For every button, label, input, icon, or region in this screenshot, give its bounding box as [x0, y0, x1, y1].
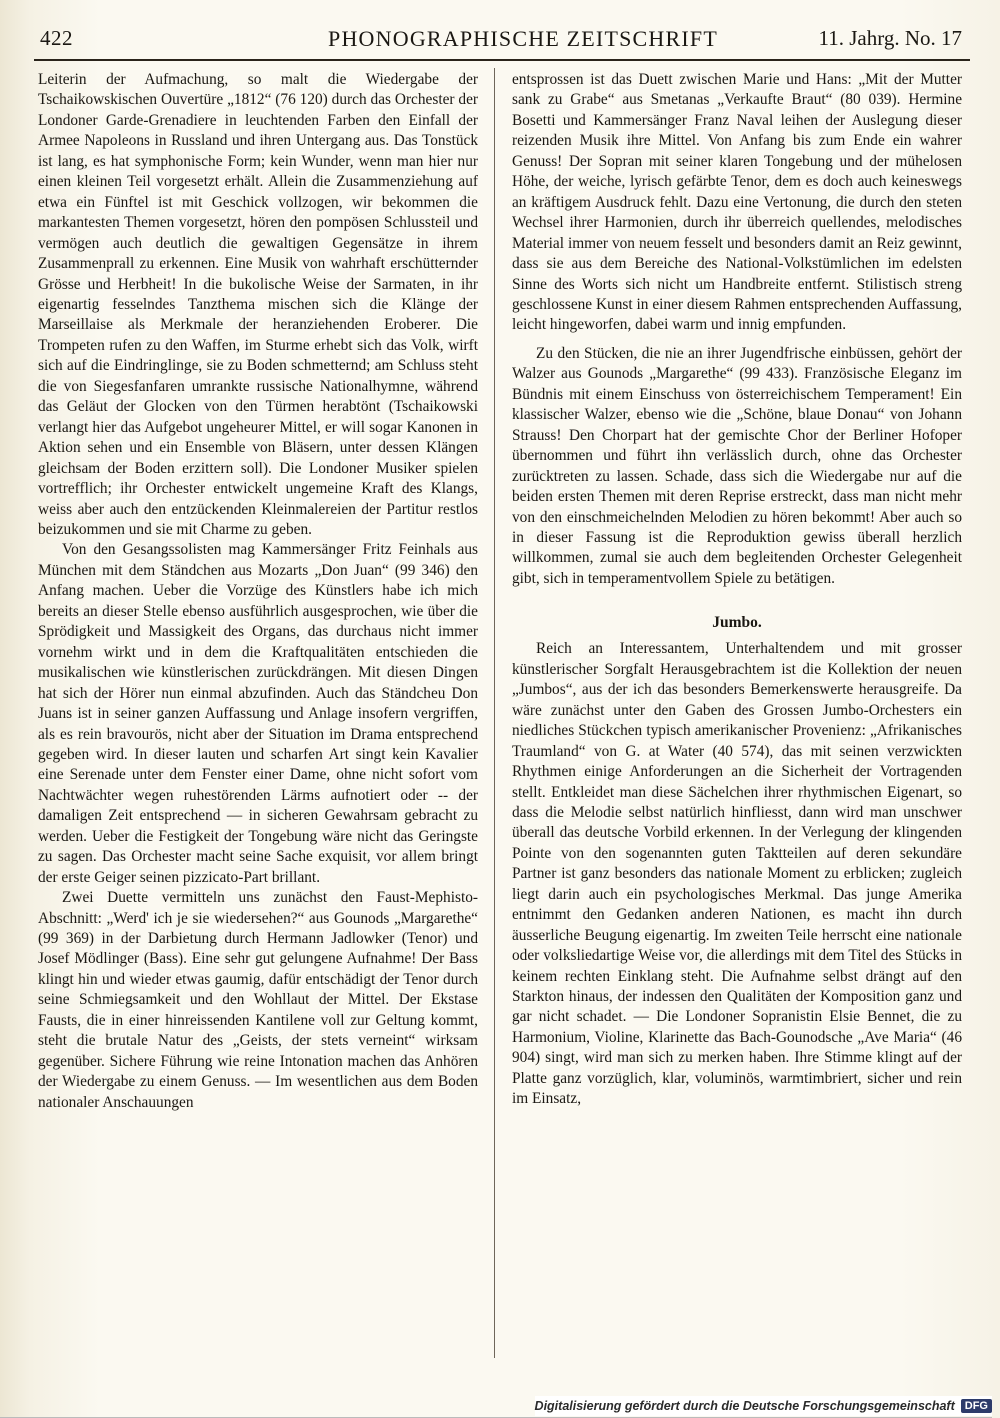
column-divider	[494, 68, 495, 1358]
footer-text: Digitalisierung gefördert durch die Deutsche Forschungsgemeinschaft	[534, 1399, 955, 1413]
dfg-logo-icon: DFG	[961, 1399, 992, 1413]
paragraph: Zu den Stücken, die nie an ihrer Jugendfrische einbüssen, gehört der Walzer aus Gounods „Margarethe“ (99 433). Französische Eleganz im Bündnis mit einem Einschuss von österreichischem Temperament! Ein klassischer Walzer, ebenso wie die „Schöne, blaue Donau“ von Johann Strauss! Den Chorpart hat der gemischte Chor der Berliner Hofoper übernommen und führt ihn verlässlich durch, ohne das Orchester zurücktreten zu lassen. Schade, dass sich die Wiedergabe nur auf die beiden ersten Themen mit deren Reprise erstreckt, dass man nicht mehr von den einschmeichelnden Melodien zu hören bekommt! Aber auch so in dieser Fassung ist die Reproduktion gewiss überall herzlich willkommen, zumal sie auch dem begleitenden Orchester Gelegenheit gibt, sich in temperamentvollem Spiele zu betätigen.	[512, 344, 962, 587]
journal-title: PHONOGRAPHISCHE ZEITSCHRIFT	[328, 26, 718, 51]
paragraph-gap	[512, 336, 962, 344]
right-column	[512, 70, 962, 1110]
page-number: 422	[40, 26, 73, 50]
left-column	[38, 70, 478, 1113]
paragraph: Zwei Duette vermitteln uns zunächst den Faust-Mephisto-Abschnitt: „Werd' ich je sie wiedersehen?“ aus Gounods „Margarethe“ (99 369) in der Darbietung durch Hermann Jadlowker (Tenor) und Josef Mödlinger (Bass). Eine sehr gut gelungene Aufnahme! Der Bass klingt hin und wieder etwas gaumig, dafür entschädigt der Tenor durch seine Schmiegsamkeit und den Wohllaut der Mittel. Der Ekstase Fausts, die in einer hinreissenden Kantilene voll zur Geltung kommt, steht die brutale Natur des „Geists, der stets verneint“ wirksam gegenüber. Sichere Führung wie reine Intonation machen das Anhören der Wiedergabe zu einem Genuss. — Im wesentlichen aus dem Boden nationaler Anschauungen	[38, 889, 478, 1111]
paragraph: Von den Gesangssolisten mag Kammersänger Fritz Feinhals aus München mit dem Ständchen aus Mozarts „Don Juan“ (99 346) den Anfang machen. Ueber die Vorzüge des Künstlers habe ich mich bereits an dieser Stelle ebenso ausführlich ausgesprochen, wie über die Sprödigkeit und Massigkeit des Organs, das durchaus nicht immer vornehm wirkt und in dem die Kraftqualitäten entschieden die musikalischen wie künstlerischen zurückdrängen. Mit diesen Dingen hat sich der Hörer nun einmal abzufinden. Auch das Ständcheu Don Juans ist in seiner ganzen Auffassung und Anlage insofern vergriffen, als es rein bravourös, nicht aber der Situation im Drama entsprechend gegeben wird. In dieser lauten und scharfen Art singt kein Kavalier eine Serenade unter dem Fenster einer Dame, ohne nicht sofort vom Nachtwächter wegen ruhestörenden Lärms aufnotiert oder -- der damaligen Zeit entsprechend — in sicheren Gewahrsam gebracht zu werden. Ueber die Festigkeit der Tongebung wäre nicht das Geringste zu sagen. Das Orchester macht seine Sache exquisit, vor allem bringt der erste Geiger seinen pizzicato-Part brillant.	[38, 541, 478, 886]
section-heading: Jumbo.	[712, 614, 762, 632]
page-header	[38, 26, 968, 60]
paragraph: Reich an Interessantem, Unterhaltendem und mit grosser künstlerischer Sorgfalt Herausgebrachtem ist die Kollektion der neuen „Jumbos“, aus der ich das besonders Bemerkenswerte herausgreife. Da wäre zunächst unter den Gaben des Grossen Jumbo-Orchesters ein niedliches Stückchen typisch amerikanischer Provenienz: „Afrikanisches Traumland“ von G. at Water (40 574), das mit seinen verzwickten Rhythmen einige Anforderungen an die Sicherheit der Vortragenden stellt. Entkleidet man diese Sächelchen ihrer rhythmischen Eigenart, so dass die Melodie selbst natürlich hinfliesst, dann wird man unschwer überall das deutsche Vorbild erkennen. In der Verlegung der klingenden Pointe von den sogenannten guten Taktteilen auf deren sekundäre Partner ist ganz besonders das nationale Moment zu erblicken; zugleich liegt darin auch ein psychologisches Merkmal. Das junge Amerika entnimmt den Gedanken anderen Nationen, es macht ihn durch äusserliche Beugung eigenartig. Im zweiten Teile herrscht eine nationale oder volksliedartige Weise vor, die allerdings mit dem Titel des Stücks in keinem rechten Einklang steht. Die Aufnahme selbst drängt auf den Starkton hinaus, der indessen den Qualitäten der Komposition ganz und gar nicht schadet. — Die Londoner Sopranistin Elsie Bennet, die zu Harmonium, Violine, Klarinette das Bach-Gounodsche „Ave Maria“ (46 904) singt, wird man sich zu merken haben. Ihre Stimme klingt auf der Platte ganz vorzüglich, klar, voluminös, warmtimbriert, sicher und rein im Einsatz,	[512, 640, 962, 1108]
digitization-footer	[535, 1396, 992, 1416]
issue-label: 11. Jahrg. No. 17	[818, 26, 962, 50]
paragraph: entsprossen ist das Duett zwischen Marie und Hans: „Mit der Mutter sank zu Grabe“ aus Smetanas „Verkaufte Braut“ (80 039). Hermine Bosetti und Kammersänger Franz Naval leihen der Auslegung dieser reizenden Musik ihre Mittel. Von Anfang bis zum Ende ein wahrer Genuss! Der Sopran mit seiner klaren Tongebung und der mühelosen Höhe, der weiche, lyrisch gefärbte Tenor, dem es doch auch keineswegs an kräftigem Ausdruck fehlt. Dazu eine Vertonung, die durch den steten Wechsel ihrer Harmonien, durch ihr überreich quellendes, melodisches Material immer von neuem fesselt und besonders damit an Reiz gewinnt, dass sie aus dem Bereiche des National-Volkstümlichen im edelsten Sinne des Worts sich nicht um Handbreite entfernt. Stilistisch streng geschlossene Kunst in einer diesem Rahmen entsprechenden Auffassung, leicht hingeworfen, dabei warm und innig empfunden.	[512, 71, 962, 334]
paragraph: Leiterin der Aufmachung, so malt die Wiedergabe der Tschaikowskischen Ouvertüre „1812“ (76 120) durch das Orchester der Londoner Garde-Grenadiere in leuchtenden Farben den Einfall der Armee Napoleons in Russland und ihren Untergang aus. Das Tonstück ist lang, es hat symphonische Form; kein Wunder, wenn man hier nur einen kleinen Teil vorgesetzt erhält. Allein die Zusammenziehung auf etwa ein Fünftel ist mit Geschick vollzogen, wir bekommen die markantesten Themen vorgesetzt, hören den pompösen Schlussteil und vermögen auch deutlich die gewaltigen Gegensätze in ihrem Zusammenprall zu erkennen. Eine Musik von wahrhaft erschütternder Grösse und Herbheit! In die bukolische Weise der Sarmaten, in ihr eigenartig fesselndes Tanzthema mischen sich die Klänge der Marseillaise als Merkmale der heranziehenden Eroberer. Die Trompeten rufen zu den Waffen, im Sturme erhebt sich das Volk, wirft sich auf die Eindringlinge, sie zu Boden schmetternd; am Schluss steht die von Siegesfanfaren umrankte russische Nationalhymne, während das Geläut der Glocken von den Türmen herabtönt (Tschaikowski verlangt hier das Aufgebot ungeheurer Mittel, er will sogar Kanonen in Aktion sehen und ein Ensemble von Bläsern, unter dessen Klängen gleichsam der Boden erzittern soll). Die Londoner Musiker spielen vortrefflich; ihr Orchester entwickelt ungemeine Kraft des Klangs, weiss aber auch den entzückenden Kleinmalereien der Partitur restlos beizukommen und sie mit Charme zu geben.	[38, 71, 478, 538]
header-rule	[34, 59, 970, 61]
